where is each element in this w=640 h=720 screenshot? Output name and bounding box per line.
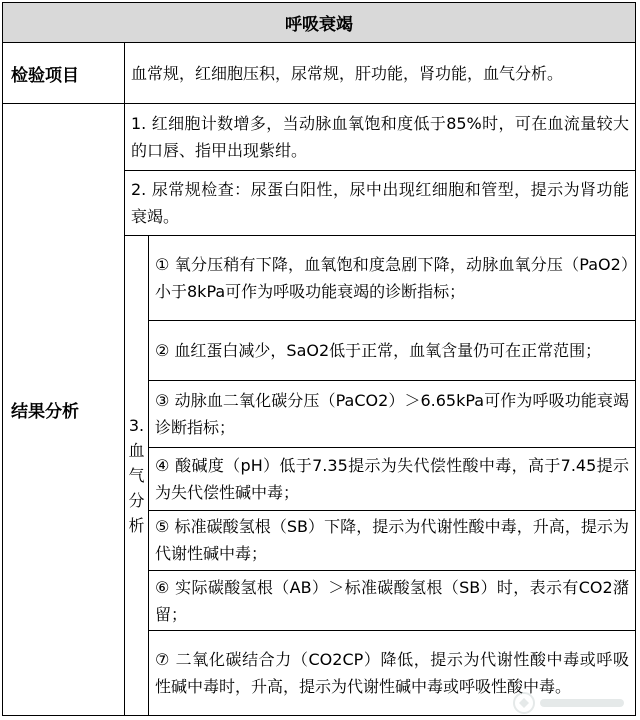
watermark-logo-icon — [512, 690, 632, 716]
respiratory-failure-table — [2, 2, 636, 716]
blood-gas-item-5: ⑤ 标准碳酸氢根（SB）下降，提示为代谢性酸中毒，升高，提示为代谢性碱中毒； — [149, 510, 636, 571]
blood-gas-item-3: ③ 动脉血二氧化碳分压（PaCO2）＞6.65kPa可作为呼吸功能衰竭诊断指标； — [149, 381, 636, 448]
blood-gas-item-6: ⑥ 实际碳酸氢根（AB）＞标准碳酸氢根（SB）时，表示有CO2潴留； — [149, 571, 636, 631]
result-item-1: 1. 红细胞计数增多，当动脉血氧饱和度低于85%时，可在血流量较大的口唇、指甲出现紫绀。 — [125, 104, 636, 171]
blood-gas-item-7: ⑦ 二氧化碳结合力（CO2CP）降低，提示为代谢性酸中毒或呼吸性碱中毒时，升高，提示为代谢性碱中毒或呼吸性酸中毒。 — [149, 630, 636, 715]
blood-gas-item-2: ② 血红蛋白减少，SaO2低于正常，血氧含量仍可在正常范围； — [149, 320, 636, 381]
blood-gas-label-char: 气 — [128, 465, 145, 485]
exam-items-text: 血常规，红细胞压积，尿常规，肝功能，肾功能，血气分析。 — [125, 43, 636, 104]
blood-gas-item-1: ① 氧分压稍有下降，血氧饱和度急剧下降，动脉血氧分压（PaO2）小于8kPa可作为呼吸功能衰竭的诊断指标； — [149, 235, 636, 320]
blood-gas-label — [125, 235, 149, 715]
table-title: 呼吸衰竭 — [3, 3, 636, 43]
exam-items-label: 检验项目 — [3, 43, 125, 104]
result-analysis-label: 结果分析 — [3, 104, 125, 716]
blood-gas-item-4: ④ 酸碱度（pH）低于7.35提示为失代偿性酸中毒，高于7.45提示为失代偿性碱中毒； — [149, 447, 636, 510]
blood-gas-label-char: 析 — [128, 515, 145, 535]
result-item-2: 2. 尿常规检查：尿蛋白阳性，尿中出现红细胞和管型，提示为肾功能衰竭。 — [125, 170, 636, 235]
blood-gas-label-char: 3. — [128, 415, 145, 435]
blood-gas-label-char: 分 — [128, 490, 145, 510]
blood-gas-label-char: 血 — [128, 440, 145, 460]
